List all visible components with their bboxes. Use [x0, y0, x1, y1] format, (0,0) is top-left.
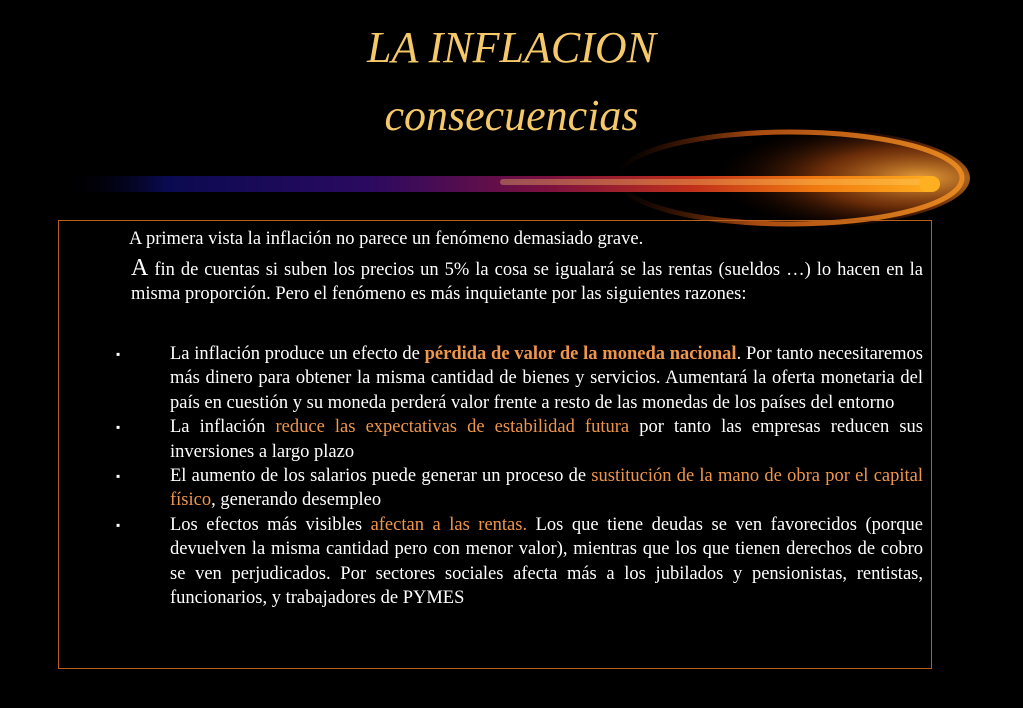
bullet-text-pre: La inflación — [170, 417, 276, 438]
bullet-square-icon: ▪ — [116, 420, 121, 435]
bullet-highlight: afectan a las rentas. — [370, 514, 528, 535]
comet-tail-highlight — [500, 179, 930, 185]
bullet-text-pre: Los efectos más visibles — [170, 514, 371, 535]
slide-title: LA INFLACION — [367, 23, 656, 72]
bullet-highlight: pérdida de valor de la moneda nacional — [424, 344, 737, 364]
intro-dropcap: A — [131, 255, 149, 281]
bullet-highlight: reduce las expectativas de estabilidad futura — [275, 417, 630, 438]
bullet-text-post: . Por tanto necesitaremos más dinero para obtener la misma cantidad de bienes y servicios. Aumentará la oferta monetaria del país en cuestión y su moneda perderá valor frente a resto de las monedas de los países del entorno — [170, 344, 923, 413]
bullet-text-post: por tanto las empresas reducen sus inversiones a largo plazo — [170, 417, 924, 462]
bullet-text-pre: El aumento de los salarios puede generar un proceso de — [170, 466, 592, 487]
bullet-text-pre: La inflación produce un efecto de — [170, 344, 425, 364]
intro-paragraph — [131, 256, 923, 307]
bullet-square-icon: ▪ — [116, 347, 121, 361]
bullet-text-post: Los que tiene deudas se ven favorecidos (porque devuelven la misma cantidad pero con menor valor), mientras que los que tienen derechos de cobro se ven perjudicados. Por sectores sociales afecta más a los jubilados y pensionistas, rentistas, funcionarios, y trabajadores de PYMES — [170, 514, 924, 609]
bullet-highlight: sustitución de la mano de obra por el capital físico — [170, 466, 924, 511]
list-item — [0, 342, 923, 415]
slide-subtitle: consecuencias — [384, 91, 639, 140]
reasons-list — [0, 342, 1023, 610]
intro-line-1: A primera vista la inflación no parece un fenómeno demasiado grave. — [129, 229, 644, 249]
bullet-square-icon: ▪ — [116, 517, 121, 532]
list-item — [0, 513, 923, 611]
intro-text: fin de cuentas si suben los precios un 5% la cosa se igualará se las rentas (sueldos …) lo hacen en la misma proporción. Pero el fenómeno es más inquietante por las siguientes razones: — [131, 260, 923, 305]
list-item — [0, 415, 923, 464]
comet-head — [919, 176, 937, 192]
bullet-text-post: , generando desempleo — [211, 490, 382, 511]
bullet-square-icon: ▪ — [116, 469, 121, 484]
list-item — [0, 464, 923, 513]
